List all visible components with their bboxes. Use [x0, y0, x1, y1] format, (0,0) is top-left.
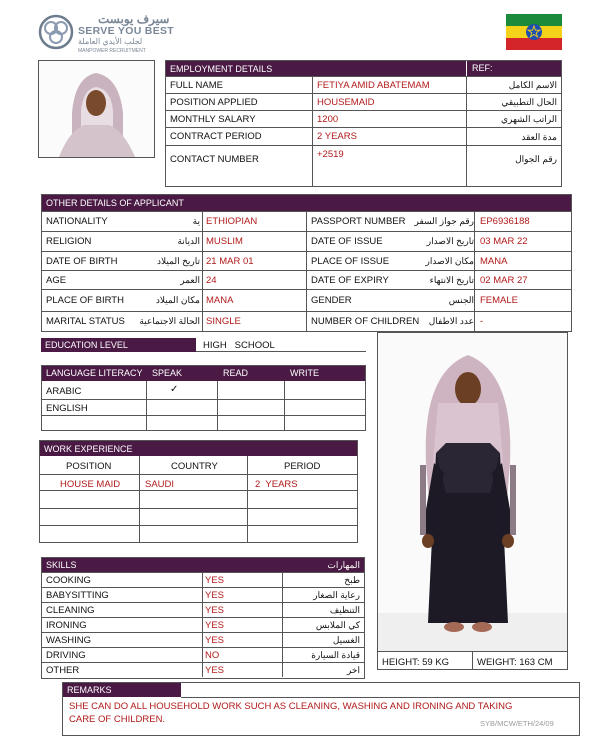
skill-arabic: كي الملابس: [282, 618, 364, 633]
skill-arabic: اخر: [282, 663, 364, 678]
remarks-text: SHE CAN DO ALL HOUSEHOLD WORK SUCH AS CLEANING, WASHING AND IRONING AND TAKING CARE OF CHILDREN.: [69, 701, 513, 725]
applicant-photo-full: [377, 332, 568, 670]
details-divider-right-value: [474, 211, 475, 331]
place-of-issue-label: PLACE OF ISSUE: [306, 252, 404, 271]
employment-details-title: EMPLOYMENT DETAILS: [170, 63, 273, 74]
skill-row: [42, 587, 364, 602]
skills-title: SKILLS: [46, 560, 77, 570]
skill-name: BABYSITTING: [46, 589, 109, 601]
work-col-1: [139, 456, 140, 542]
work-period-column: PERIOD: [284, 461, 321, 472]
employment-row: [166, 127, 561, 145]
age-arabic: العمر: [180, 274, 200, 285]
skill-row: [42, 632, 364, 647]
place-of-issue-value: MANA: [480, 255, 508, 267]
gender-value: FEMALE: [480, 295, 519, 306]
work-country-value: SAUDI: [145, 479, 175, 490]
skill-name: DRIVING: [46, 649, 86, 661]
skills-table: [41, 557, 365, 679]
language-english: ENGLISH: [46, 403, 88, 414]
read-header: READ: [223, 368, 249, 378]
skill-arabic: قيادة السيارة: [282, 648, 364, 663]
nationality-value: ETHIOPIAN: [206, 216, 258, 227]
ref-column-divider: [466, 61, 467, 76]
marital-status-arabic: الحالة الاجتماعية: [139, 316, 200, 326]
remarks-header: [63, 683, 181, 697]
lang-col-1: [146, 381, 147, 430]
lang-col-3: [284, 381, 285, 430]
logo-arabic-tagline: لجلب الأيدي العاملة: [78, 37, 143, 46]
number-of-children-value: -: [480, 316, 484, 327]
skill-arabic: التنظيف: [282, 603, 364, 618]
date-of-birth-label: DATE OF BIRTH: [46, 255, 118, 267]
skill-row: [42, 617, 364, 632]
monthly-salary-label: MONTHLY SALARY: [170, 113, 256, 125]
work-position-column: POSITION: [66, 461, 112, 472]
education-underline: [196, 351, 366, 352]
employment-details-header: [166, 61, 561, 76]
number-of-children-arabic: عدد الاطفال: [428, 316, 474, 326]
language-arabic: ARABIC: [46, 386, 82, 397]
skill-value: YES: [202, 573, 282, 588]
position-applied-value: HOUSEMAID: [312, 94, 466, 111]
other-details-rows: [42, 211, 571, 331]
date-of-issue-arabic: تاريخ الاصدار: [426, 236, 474, 246]
date-of-expiry-value: 02 MAR 27: [480, 274, 528, 286]
passport-number-label: PASSPORT NUMBER: [306, 212, 404, 232]
date-of-expiry-arabic: تاريخ الانتهاء: [429, 274, 474, 285]
skill-name: COOKING: [46, 574, 91, 586]
nationality-label: NATIONALITY: [46, 216, 108, 227]
skill-value: YES: [202, 603, 282, 618]
education-level-header: [41, 338, 196, 352]
lang-row-line-1: [42, 399, 365, 400]
full-name-arabic: الاسم الكامل: [466, 77, 561, 94]
skills-header: [42, 558, 364, 572]
full-name-label: FULL NAME: [170, 79, 223, 91]
contact-number-label: CONTACT NUMBER: [170, 154, 259, 165]
detail-row: [42, 311, 571, 331]
skill-arabic: طبخ: [282, 573, 364, 588]
education-level-value: HIGH SCHOOL: [203, 340, 275, 351]
contact-number-value: +2519: [312, 146, 466, 186]
work-line-2: [40, 490, 357, 491]
date-of-birth-arabic: تاريخ الميلاد: [157, 255, 200, 266]
skill-value: YES: [202, 588, 282, 603]
date-of-birth-value: 21 MAR 01: [206, 255, 254, 267]
speak-header: SPEAK: [152, 368, 183, 378]
full-name-value: FETIYA AMID ABATEMAM: [312, 77, 466, 94]
date-of-expiry-label: DATE OF EXPIRY: [306, 271, 404, 290]
age-value: 24: [206, 274, 217, 286]
nationality-arabic: ية: [192, 216, 200, 226]
skill-name: OTHER: [46, 664, 80, 676]
applicant-portrait: [39, 61, 154, 157]
skill-name: IRONING: [46, 619, 87, 631]
age-label: AGE: [46, 274, 67, 286]
logo-emblem-icon: [38, 14, 74, 50]
contract-period-value: 2 YEARS: [312, 128, 466, 146]
marital-status-label: MARITAL STATUS: [46, 316, 125, 327]
employment-row: [166, 93, 561, 110]
flag-emblem-icon: [525, 23, 543, 41]
remarks-title: REMARKS: [67, 685, 112, 695]
skills-header-arabic: المهارات: [327, 560, 360, 570]
gender-arabic: الجنس: [448, 295, 474, 305]
skill-row: [42, 572, 364, 587]
detail-row: [42, 289, 571, 311]
other-details-header: [42, 195, 571, 211]
logo-english-name: SERVE YOU BEST: [78, 25, 175, 37]
write-header: WRITE: [290, 368, 319, 378]
monthly-salary-value: 1200: [312, 111, 466, 128]
work-line-3: [40, 508, 357, 509]
language-header-row: [42, 366, 365, 381]
place-of-birth-arabic: مكان الميلاد: [155, 295, 200, 305]
contract-period-arabic: مدة العقد: [466, 128, 561, 146]
skill-value: YES: [202, 663, 282, 678]
skill-arabic: رعاية الصغار: [282, 588, 364, 603]
employment-details-section: [165, 60, 562, 187]
monthly-salary-arabic: الراتب الشهري: [466, 111, 561, 128]
detail-row: [42, 211, 571, 231]
document-reference-code: SYB/MCW/ETH/24/09: [480, 719, 554, 728]
contract-period-label: CONTRACT PERIOD: [170, 131, 262, 142]
religion-arabic: الديانة: [177, 236, 200, 246]
employment-row: [166, 145, 561, 186]
arabic-speak-check: ✓: [170, 384, 179, 395]
religion-value: MUSLIM: [206, 236, 243, 247]
date-of-issue-label: DATE OF ISSUE: [306, 232, 404, 252]
applicant-full-portrait: [378, 333, 567, 651]
ref-label: REF:: [472, 63, 493, 73]
lang-col-2: [217, 381, 218, 430]
lang-row-line-2: [42, 415, 365, 416]
other-details-section: [41, 194, 572, 332]
weight-label: WEIGHT: 163 CM: [477, 657, 553, 668]
details-divider-left-value: [202, 211, 203, 331]
language-literacy-header: LANGUAGE LITERACY: [46, 368, 143, 378]
employment-row: [166, 76, 561, 93]
language-table: [41, 365, 366, 431]
work-line-1: [40, 474, 357, 475]
work-experience-table: [39, 440, 358, 543]
other-details-title: OTHER DETAILS OF APPLICANT: [46, 198, 184, 208]
gender-label: GENDER: [306, 290, 404, 312]
skill-name: WASHING: [46, 634, 92, 646]
place-of-issue-arabic: مكان الاصدار: [425, 255, 474, 266]
education-level-label: EDUCATION LEVEL: [45, 340, 128, 350]
skill-value: YES: [202, 618, 282, 633]
detail-row: [42, 270, 571, 289]
marital-status-value: SINGLE: [206, 316, 241, 327]
measurement-divider: [472, 651, 473, 669]
height-label: HEIGHT: 59 KG: [382, 657, 450, 668]
skill-value: NO: [202, 648, 282, 663]
place-of-birth-value: MANA: [206, 295, 234, 306]
detail-row: [42, 231, 571, 251]
employment-rows: [166, 76, 561, 186]
contact-number-arabic: رقم الجوال: [466, 146, 561, 186]
company-logo: [38, 12, 183, 54]
work-position-value: HOUSE MAID: [60, 479, 121, 490]
ethiopia-flag: [506, 14, 562, 50]
skill-row: [42, 602, 364, 617]
date-of-issue-value: 03 MAR 22: [480, 236, 528, 247]
skill-value: YES: [202, 633, 282, 648]
work-country-column: COUNTRY: [171, 461, 218, 472]
position-applied-label: POSITION APPLIED: [170, 96, 258, 108]
number-of-children-label: NUMBER OF CHILDREN: [306, 312, 424, 332]
place-of-birth-label: PLACE OF BIRTH: [46, 295, 124, 306]
remarks-section: [62, 682, 580, 736]
passport-number-value: EP6936188: [480, 216, 530, 227]
religion-label: RELIGION: [46, 236, 92, 247]
work-line-4: [40, 525, 357, 526]
logo-arabic-name: سيرف يوبست: [98, 12, 170, 26]
skill-row: [42, 647, 364, 662]
employment-row: [166, 110, 561, 127]
remarks-header-line: [181, 697, 579, 698]
detail-row: [42, 251, 571, 270]
work-period-value: 2 YEARS: [255, 479, 298, 490]
skill-name: CLEANING: [46, 604, 95, 616]
skill-arabic: الغسيل: [282, 633, 364, 648]
position-applied-arabic: الحال التطبيقي: [466, 94, 561, 111]
skills-rows: [42, 572, 364, 677]
education-section: [41, 338, 366, 352]
applicant-photo-small: [38, 60, 155, 158]
work-experience-title: WORK EXPERIENCE: [44, 443, 133, 454]
work-experience-header: [40, 441, 357, 456]
passport-number-arabic: رقم جواز السفر: [414, 216, 474, 226]
work-col-2: [247, 456, 248, 542]
skill-row: [42, 662, 364, 677]
logo-english-tagline: MANPOWER RECRUITMENT: [78, 48, 146, 54]
